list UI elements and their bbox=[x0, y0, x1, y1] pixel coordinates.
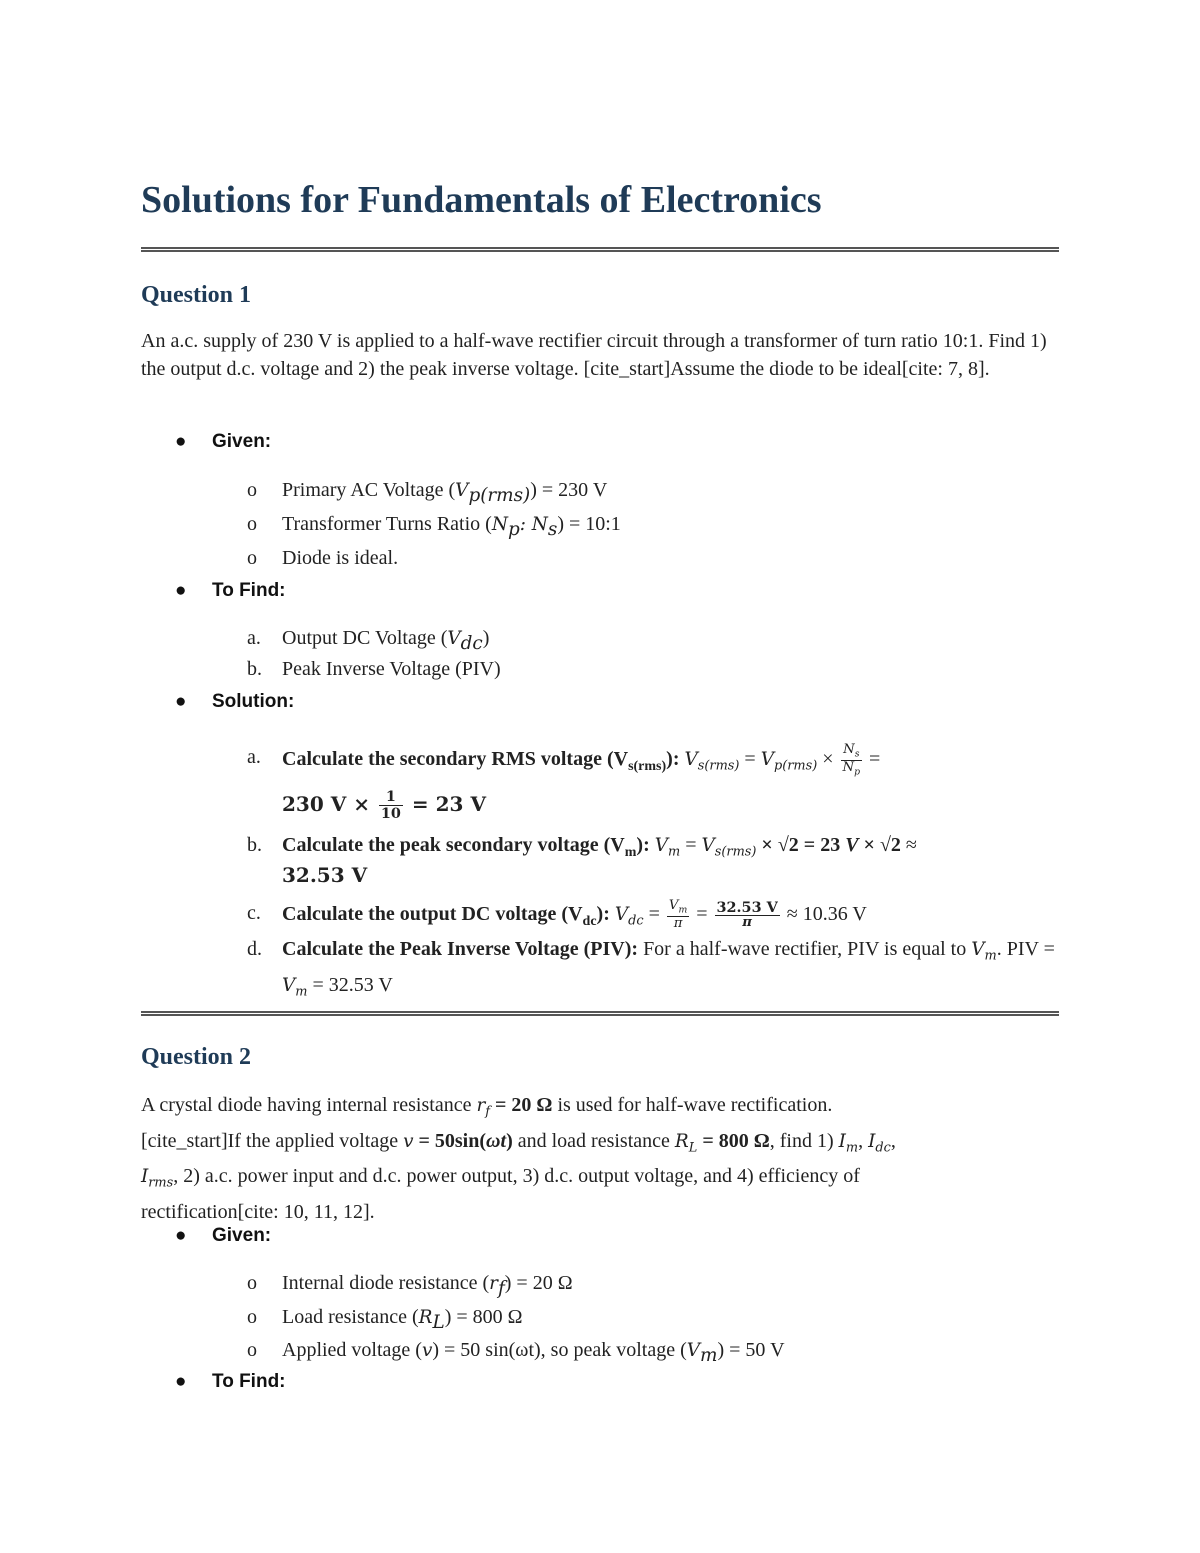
text: Primary AC Voltage ( bbox=[282, 479, 456, 501]
bullet-icon: ● bbox=[175, 1225, 187, 1246]
text: ): bbox=[666, 747, 680, 770]
var: v bbox=[421, 1340, 433, 1361]
text: Calculate the peak secondary voltage (V bbox=[282, 834, 625, 856]
text: Calculate the output DC voltage (V bbox=[282, 902, 583, 925]
text: ) = 50 sin(ωt), so peak voltage ( bbox=[432, 1339, 687, 1361]
frac-num: 1 bbox=[379, 789, 403, 806]
text: and load resistance bbox=[517, 1129, 670, 1152]
text: Transformer Turns Ratio ( bbox=[282, 513, 492, 535]
var: N bbox=[491, 514, 508, 535]
question-2-heading: Question 2 bbox=[141, 1044, 252, 1070]
circle-bullet-icon: o bbox=[247, 479, 257, 501]
text: is used for half-wave rectification. bbox=[557, 1094, 833, 1116]
sub: dc bbox=[582, 913, 597, 929]
divider bbox=[141, 247, 1059, 252]
sub: m bbox=[624, 845, 637, 860]
text: Calculate the Peak Inverse Voltage (PIV): bbox=[282, 938, 639, 960]
text: Calculate the secondary RMS voltage (V bbox=[282, 747, 629, 770]
text: ) = 50 V bbox=[717, 1339, 785, 1361]
text: Diode is ideal. bbox=[282, 547, 399, 569]
bullet-icon: ● bbox=[175, 691, 187, 712]
sub: s(rms) bbox=[628, 758, 667, 774]
frac-num: 32.53 V bbox=[716, 898, 778, 916]
sub: m bbox=[700, 1345, 718, 1366]
sub: s bbox=[547, 519, 558, 540]
text: ): bbox=[636, 834, 650, 856]
sub: dc bbox=[460, 633, 483, 654]
question-2-problem: A crystal diode having internal resistance $r_f = 20$ Ω is used for half-wave rectification. [cite_start]If the applied voltage v = 50sin(ωt) and load resistance $R_L = 800$ Ω, find 1) $I_m$, $I_{dc}$, $I_{rms}$, 2) a.c. power input and d.c. power output, 3) d.c. output voltage, and 4) efficiency of rectification[cite: 10, 11, 12]. bbox=[141, 1091, 1059, 1226]
sub: p(rms) bbox=[468, 485, 531, 506]
text: Output DC Voltage ( bbox=[282, 627, 448, 649]
marker: a. bbox=[247, 746, 261, 768]
q2-tofind-label: To Find: bbox=[212, 1371, 286, 1392]
marker: b. bbox=[247, 834, 262, 856]
page-title: Solutions for Fundamentals of Electronics bbox=[141, 179, 822, 221]
text: A crystal diode having internal resistance bbox=[141, 1094, 472, 1116]
text: 32.53 V bbox=[282, 863, 368, 887]
question-1-heading: Question 1 bbox=[141, 282, 252, 308]
text: Load resistance ( bbox=[282, 1306, 419, 1328]
marker: c. bbox=[247, 902, 261, 924]
bullet-icon: ● bbox=[175, 431, 187, 452]
var: r bbox=[489, 1273, 498, 1294]
pi: π bbox=[673, 915, 683, 931]
text: ) = 20 Ω bbox=[504, 1272, 573, 1294]
text: ) = 10:1 bbox=[557, 513, 621, 535]
sub: p bbox=[507, 519, 520, 540]
text: ) bbox=[482, 627, 490, 649]
bullet-icon: ● bbox=[175, 1371, 187, 1392]
text: rectification[cite: 10, 11, 12]. bbox=[141, 1201, 375, 1224]
q1-tofind-label: To Find: bbox=[212, 580, 286, 601]
var: V bbox=[447, 628, 461, 649]
text: , find 1) bbox=[769, 1129, 834, 1152]
circle-bullet-icon: o bbox=[247, 547, 257, 569]
sub: f bbox=[497, 1278, 505, 1299]
question-1-problem: An a.c. supply of 230 V is applied to a half-wave rectifier circuit through a transformer of turn ratio 10:1. Find 1) the output d.c. voltage and 2) the peak inverse voltage. [cite_start]Assume the diode to be ideal[cite: 7, 8]. bbox=[141, 330, 1047, 380]
text: Internal diode resistance ( bbox=[282, 1272, 490, 1294]
circle-bullet-icon: o bbox=[247, 513, 257, 535]
text: ): bbox=[596, 902, 610, 925]
marker: a. bbox=[247, 627, 261, 649]
text: ) = 800 Ω bbox=[444, 1306, 523, 1328]
marker: b. bbox=[247, 658, 262, 680]
text: = 23 V bbox=[411, 791, 486, 816]
text: = 32.53 V bbox=[312, 973, 393, 996]
circle-bullet-icon: o bbox=[247, 1339, 257, 1361]
q1-given-label: Given: bbox=[212, 431, 272, 452]
text: 230 V × bbox=[282, 791, 370, 816]
var: : N bbox=[519, 514, 548, 535]
var: V bbox=[455, 480, 469, 501]
sub: L bbox=[432, 1312, 445, 1333]
text: ≈ 10.36 V bbox=[786, 902, 867, 925]
frac-den: 10 bbox=[380, 804, 401, 822]
var: V bbox=[686, 1340, 701, 1361]
text: [cite_start]If the applied voltage bbox=[141, 1129, 399, 1152]
text: Peak Inverse Voltage (PIV) bbox=[282, 658, 501, 680]
marker: d. bbox=[247, 938, 262, 960]
q2-given-label: Given: bbox=[212, 1225, 272, 1246]
text: For a half-wave rectifier, PIV is equal to bbox=[643, 938, 967, 960]
text: ) = 230 V bbox=[530, 479, 608, 501]
circle-bullet-icon: o bbox=[247, 1306, 257, 1328]
bullet-icon: ● bbox=[175, 580, 187, 601]
circle-bullet-icon: o bbox=[247, 1272, 257, 1294]
q1-solution-label: Solution: bbox=[212, 691, 295, 712]
text: , 2) a.c. power input and d.c. power output, 3) d.c. output voltage, and 4) efficiency of bbox=[173, 1165, 860, 1188]
divider bbox=[141, 1011, 1059, 1016]
text: Applied voltage ( bbox=[282, 1339, 422, 1361]
var: R bbox=[418, 1307, 433, 1328]
